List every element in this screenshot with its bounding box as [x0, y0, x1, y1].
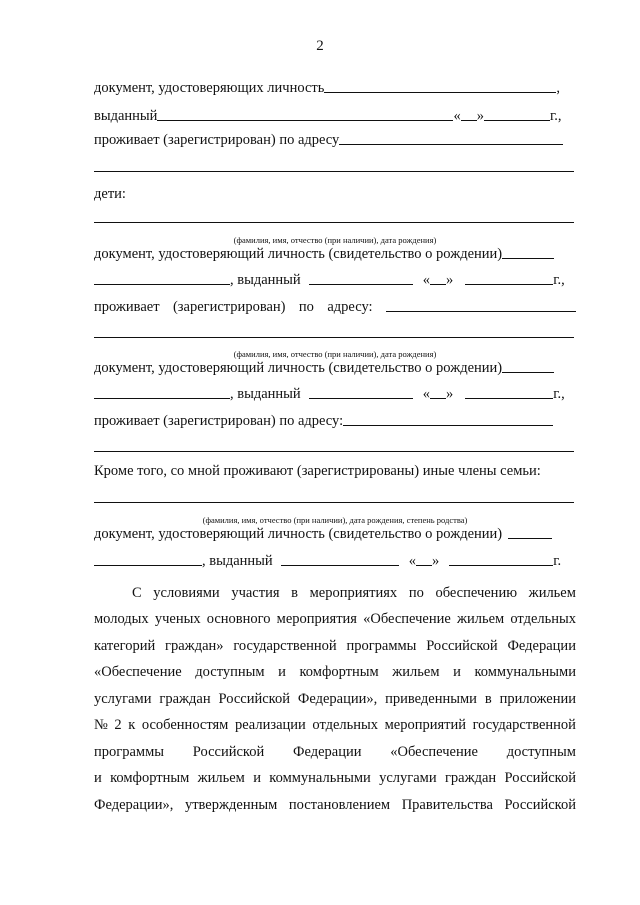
address-continuation-line[interactable] [94, 171, 574, 172]
child1-address-cont-line[interactable] [94, 337, 574, 338]
other1-issued-line: , выданный « » г. [94, 551, 576, 571]
paragraph-line: № 2 к особенностям реализации отдельных мероприятий государственной [94, 717, 576, 733]
other1-issued-blank[interactable] [281, 551, 399, 566]
others-label: Кроме того, со мной проживают (зарегистрированы) иные члены семьи: [94, 463, 541, 479]
address-label: проживает (зарегистрирован) по адресу [94, 132, 340, 148]
child2-day-blank[interactable] [430, 384, 446, 399]
issued-label: выданный [94, 108, 158, 124]
other1-doc-line: документ, удостоверяющий личность (свидетельство о рождении) [94, 524, 576, 544]
applicant-address-line [94, 130, 576, 150]
doc-label: документ, удостоверяющих личность [94, 80, 325, 96]
child1-doc-cont-blank[interactable] [94, 270, 230, 285]
other1-name-line[interactable] [94, 502, 574, 503]
paragraph-line: программы Российской Федерации «Обеспечение доступным [94, 744, 576, 760]
address-blank[interactable] [339, 130, 563, 145]
child2-doc-line: документ, удостоверяющий личность (свидетельство о рождении) [94, 358, 576, 378]
child2-doc-cont-blank[interactable] [94, 384, 230, 399]
day-blank[interactable] [461, 106, 477, 121]
paragraph-line: и комфортным жильем и коммунальными услугами граждан Российской [94, 770, 576, 786]
child2-address-line: проживает (зарегистрирован) по адресу: [94, 411, 576, 431]
applicant-issued-line: выданный « » г., [94, 108, 562, 124]
child1-name-line[interactable] [94, 222, 574, 223]
child2-month-blank[interactable] [465, 384, 553, 399]
child2-issued-line: , выданный « » г., [94, 384, 576, 404]
child1-issued-blank[interactable] [309, 270, 413, 285]
paragraph-line: «Обеспечение доступным и комфортным жильем и коммунальными [94, 664, 576, 680]
child2-caption: (фамилия, имя, отчество (при наличии), дата рождения) [233, 349, 437, 359]
child1-address-blank[interactable] [386, 297, 576, 312]
children-label: дети: [94, 186, 126, 202]
child2-address-blank[interactable] [343, 411, 553, 426]
child1-doc-blank[interactable] [502, 244, 554, 259]
child1-month-blank[interactable] [465, 270, 553, 285]
page-number: 2 [316, 38, 324, 54]
other1-caption: (фамилия, имя, отчество (при наличии), дата рождения, степень родства) [202, 515, 468, 525]
other1-doc-cont-blank[interactable] [94, 551, 202, 566]
child1-day-blank[interactable] [430, 270, 446, 285]
paragraph-line: молодых ученых основного мероприятия «Обеспечение жильем отдельных [94, 611, 576, 627]
issued-blank[interactable] [157, 106, 453, 121]
child1-issued-line: , выданный « » г., [94, 270, 576, 290]
child1-doc-line: документ, удостоверяющий личность (свидетельство о рождении) [94, 244, 576, 264]
applicant-doc-line: документ, удостоверяющих личность , [94, 80, 560, 96]
other1-doc-blank[interactable] [508, 524, 552, 539]
child2-doc-blank[interactable] [502, 358, 554, 373]
paragraph-line: Федерации», утвержденным постановлением Правительства Российской [94, 797, 576, 813]
child1-caption: (фамилия, имя, отчество (при наличии), дата рождения) [233, 235, 437, 245]
other1-month-blank[interactable] [449, 551, 553, 566]
paragraph-line: категорий граждан» государственной программы Российской Федерации [94, 638, 576, 654]
child1-address-line: проживает (зарегистрирован) по адресу: [94, 297, 576, 317]
other1-day-blank[interactable] [416, 551, 432, 566]
paragraph-line: С условиями участия в мероприятиях по обеспечению жильем [132, 585, 576, 601]
month-blank[interactable] [484, 106, 550, 121]
paragraph-line: услугами граждан Российской Федерации», приведенными в приложении [94, 691, 576, 707]
child2-address-cont-line[interactable] [94, 451, 574, 452]
doc-blank[interactable] [324, 78, 556, 93]
child2-issued-blank[interactable] [309, 384, 413, 399]
